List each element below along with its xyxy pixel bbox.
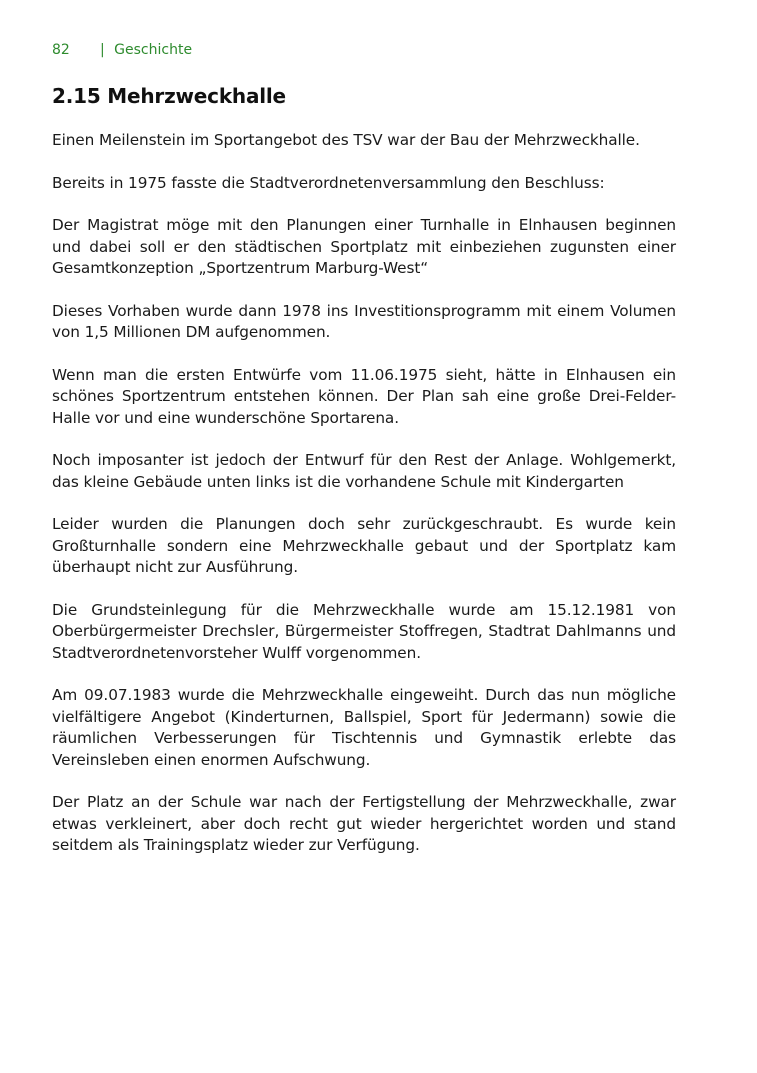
section-title: 2.15 Mehrzweckhalle xyxy=(52,84,286,108)
paragraph: Noch imposanter ist jedoch der Entwurf für den Rest der Anlage. Wohlgemerkt, das kleine Gebäude unten links ist die vorhandene Schule mit Kindergarten xyxy=(52,451,676,491)
paragraph: Die Grundsteinlegung für die Mehrzweckhalle wurde am 15.12.1981 von Oberbürgermeister Drechsler, Bürgermeister Stoffregen, Stadtrat Dahlmanns und Stadtverordnetenvorsteher Wulff vorgenommen. xyxy=(52,600,676,662)
paragraph: Der Magistrat möge mit den Planungen einer Turnhalle in Elnhausen beginnen und dabei soll er den städtischen Sportplatz mit einbeziehen zugunsten einer Gesamtkonzeption „Sportzentrum Marburg-West“ xyxy=(52,216,676,277)
header-section: Geschichte xyxy=(114,42,193,58)
running-header xyxy=(52,42,192,58)
paragraph: Am 09.07.1983 wurde die Mehrzweckhalle eingeweiht. Durch das nun mögliche vielfältigere Angebot (Kinderturnen, Ballspiel, Sport für Jedermann) sowie die räumlichen Verbesserungen für Tischtennis und Gymnastik erlebte das Vereinsleben einen enormen Aufschwung. xyxy=(52,686,676,769)
body-text xyxy=(52,130,676,878)
paragraph: Bereits in 1975 fasste die Stadtverordnetenversammlung den Beschluss: xyxy=(52,173,605,192)
paragraph: Dieses Vorhaben wurde dann 1978 ins Investitionsprogramm mit einem Volumen von 1,5 Millionen DM aufgenommen. xyxy=(52,301,676,341)
paragraph: Leider wurden die Planungen doch sehr zurückgeschraubt. Es wurde kein Großturnhalle sondern eine Mehrzweckhalle gebaut und der Sportplatz kam überhaupt nicht zur Ausführung. xyxy=(52,515,676,576)
paragraph: Der Platz an der Schule war nach der Fertigstellung der Mehrzweckhalle, zwar etwas verkleinert, aber doch recht gut wieder hergerichtet worden und stand seitdem als Trainingsplatz wieder zur Verfügung. xyxy=(52,793,676,854)
paragraph: Wenn man die ersten Entwürfe vom 11.06.1975 sieht, hätte in Elnhausen ein schönes Sportzentrum entstehen können. Der Plan sah eine große Drei-Felder-Halle vor und eine wunderschöne Sportarena. xyxy=(52,365,676,427)
header-separator: | xyxy=(100,42,105,58)
page-number: 82 xyxy=(52,42,70,58)
paragraph: Einen Meilenstein im Sportangebot des TSV war der Bau der Mehrzweckhalle. xyxy=(52,131,640,149)
